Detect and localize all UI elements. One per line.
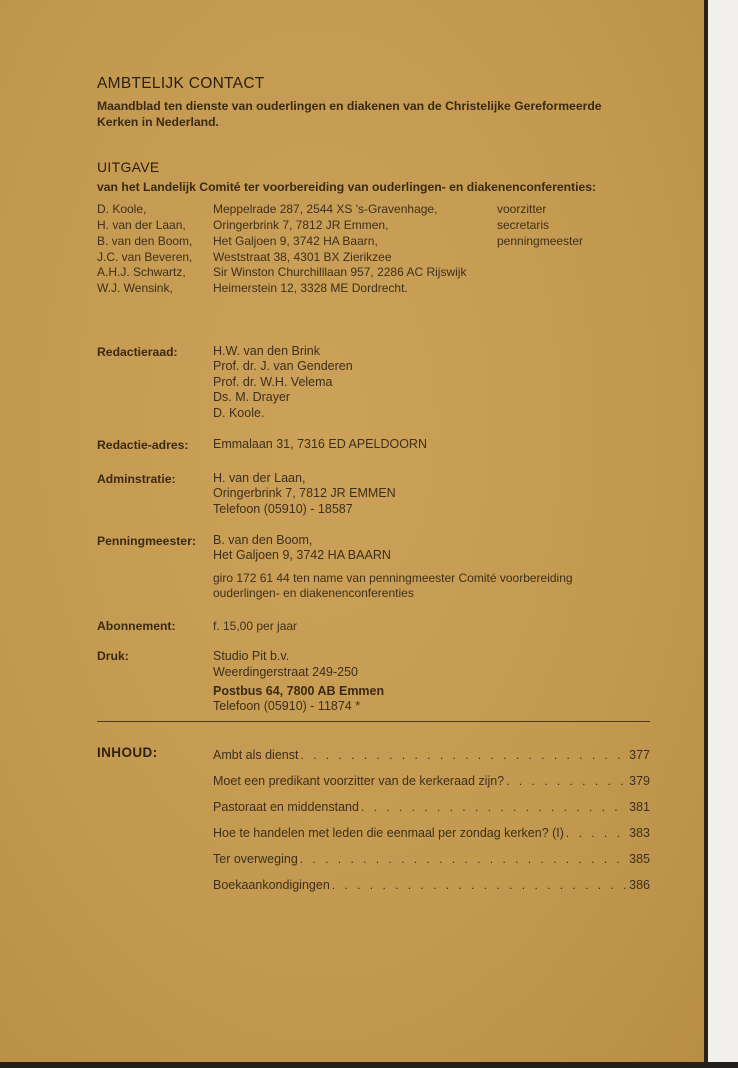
toc-leader-dots: [506, 774, 627, 788]
toc-leader-dots: [361, 800, 627, 814]
abonnement-value: f. 15,00 per jaar: [213, 619, 298, 633]
toc-item[interactable]: [213, 772, 650, 788]
publication-subtitle-line1: Maandblad ten dienste van ouderlingen en diakenen van de Christelijke Gereformeerde: [97, 99, 602, 113]
toc-item[interactable]: [213, 850, 650, 866]
toc-item-title: Pastoraat en middenstand: [213, 800, 359, 814]
toc-item[interactable]: [213, 798, 650, 814]
administratie-line: H. van der Laan,: [213, 471, 306, 485]
redactie-adres-label: Redactie-adres:: [97, 438, 189, 452]
redactieraad-member: Ds. M. Drayer: [213, 390, 291, 404]
scan-margin-bottom: [0, 1062, 738, 1068]
administratie-line: Telefoon (05910) - 18587: [213, 502, 353, 516]
toc-leader-dots: [300, 852, 627, 866]
committee-member-role: voorzitter: [497, 202, 547, 216]
administratie-label: Adminstratie:: [97, 472, 176, 486]
committee-member-address: Sir Winston Churchilllaan 957, 2286 AC Rijswijk: [213, 265, 467, 279]
redactieraad-member: Prof. dr. W.H. Velema: [213, 375, 333, 389]
scan-margin-right: [708, 0, 738, 1068]
uitgave-heading: UITGAVE: [97, 159, 160, 175]
toc-item-title: Ambt als dienst: [213, 748, 299, 762]
penningmeester-line: B. van den Boom,: [213, 533, 313, 547]
committee-member-name: J.C. van Beveren,: [97, 250, 193, 264]
committee-member-address: Oringerbrink 7, 7812 JR Emmen,: [213, 218, 389, 232]
redactieraad-member: Prof. dr. J. van Genderen: [213, 359, 353, 373]
abonnement-label: Abonnement:: [97, 619, 176, 633]
druk-line: Studio Pit b.v.: [213, 649, 290, 663]
toc-item-title: Moet een predikant voorzitter van de kerkeraad zijn?: [213, 774, 505, 788]
redactie-adres-value: Emmalaan 31, 7316 ED APELDOORN: [213, 437, 427, 451]
committee-member-name: W.J. Wensink,: [97, 281, 173, 295]
toc-item[interactable]: [213, 824, 650, 840]
committee-member-address: Heimerstein 12, 3328 ME Dordrecht.: [213, 281, 408, 295]
redactieraad-member: H.W. van den Brink: [213, 344, 320, 358]
section-divider: [97, 721, 650, 722]
redactieraad-member: D. Koole.: [213, 406, 265, 420]
committee-member-name: D. Koole,: [97, 202, 147, 216]
toc-item-page: 379: [629, 774, 650, 788]
redactieraad-label: Redactieraad:: [97, 345, 178, 359]
committee-member-role: secretaris: [497, 218, 550, 232]
toc-leader-dots: [566, 826, 627, 840]
committee-member-address: Het Galjoen 9, 3742 HA Baarn,: [213, 234, 378, 248]
toc-leader-dots: [332, 878, 627, 892]
toc-item-title: Boekaankondigingen: [213, 878, 330, 892]
toc-item-page: 377: [629, 748, 650, 762]
committee-member-address: Weststraat 38, 4301 BX Zierikzee: [213, 250, 392, 264]
committee-member-name: A.H.J. Schwartz,: [97, 265, 186, 279]
druk-line: Telefoon (05910) - 11874 *: [213, 699, 361, 713]
committee-member-name: B. van den Boom,: [97, 234, 193, 248]
giro-line: giro 172 61 44 ten name van penningmeester Comité voorbereiding: [213, 571, 573, 585]
druk-label: Druk:: [97, 649, 129, 663]
druk-line: Weerdingerstraat 249-250: [213, 665, 358, 679]
toc-item[interactable]: [213, 876, 650, 892]
druk-postbus: Postbus 64, 7800 AB Emmen: [213, 684, 385, 698]
committee-member-role: penningmeester: [497, 234, 584, 248]
giro-line: ouderlingen- en diakenenconferenties: [213, 586, 414, 600]
committee-member-address: Meppelrade 287, 2544 XS 's-Gravenhage,: [213, 202, 438, 216]
toc-item-title: Hoe te handelen met leden die eenmaal per zondag kerken? (I): [213, 826, 564, 840]
toc-item[interactable]: [213, 746, 650, 762]
penningmeester-line: Het Galjoen 9, 3742 HA BAARN: [213, 548, 391, 562]
toc-item-title: Ter overweging: [213, 852, 298, 866]
committee-member-name: H. van der Laan,: [97, 218, 186, 232]
administratie-line: Oringerbrink 7, 7812 JR EMMEN: [213, 486, 396, 500]
penningmeester-label: Penningmeester:: [97, 534, 196, 548]
publication-title: AMBTELIJK CONTACT: [97, 75, 265, 92]
uitgave-description: van het Landelijk Comité ter voorbereiding van ouderlingen- en diakenenconferenties:: [97, 180, 597, 194]
toc-item-page: 385: [629, 852, 650, 866]
publication-subtitle-line2: Kerken in Nederland.: [97, 115, 219, 129]
toc-item-page: 386: [629, 878, 650, 892]
toc-item-page: 383: [629, 826, 650, 840]
inhoud-label: INHOUD:: [97, 745, 158, 760]
toc-item-page: 381: [629, 800, 650, 814]
toc-leader-dots: [300, 748, 627, 762]
